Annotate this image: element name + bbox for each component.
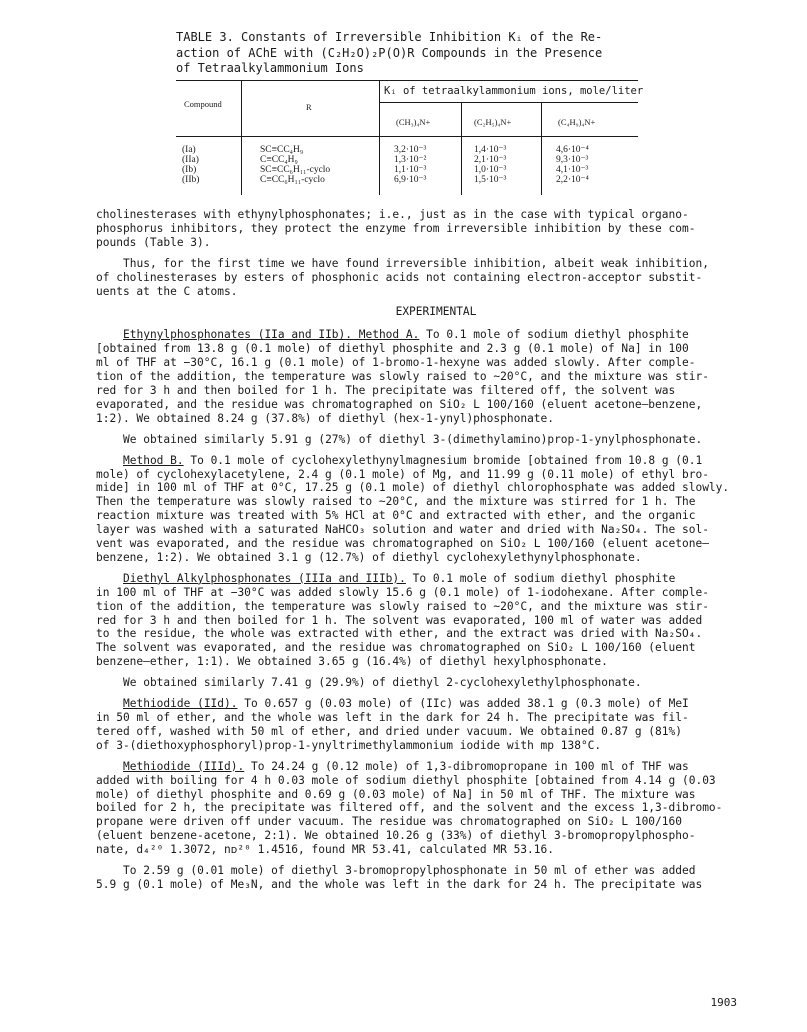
text-line: 5.9 g (0.1 mole) of Me₃N, and the whole was left in the dark for 24 h. The precipitate was <box>96 877 703 891</box>
paragraph-2 <box>96 257 776 299</box>
text-line: added with boiling for 4 h 0.03 mole of sodium diethyl phosphite [obtained from 4.14 g (0.03 <box>96 773 716 787</box>
cell-ki: 1,1·10⁻³ <box>394 165 427 175</box>
text-line: We obtained similarly 5.91 g (27%) of diethyl 3-(dimethylamino)prop-1-ynylphosphonate. <box>123 432 703 446</box>
text-line: Ethynylphosphonates (IIa and IIb). Method A. To 0.1 mole of sodium diethyl phosphite <box>123 328 689 342</box>
text-line: Diethyl Alkylphosphonates (IIIa and IIIb). To 0.1 mole of sodium diethyl phosphite <box>123 571 676 585</box>
text-line: 1:2). We obtained 8.24 g (37.8%) of diethyl (hex-1-ynyl)phosphonate. <box>96 411 555 425</box>
paragraph-1 <box>96 208 776 250</box>
page-number: 1903 <box>710 996 737 1009</box>
inhibition-table <box>176 80 644 195</box>
cell-ki: 2,1·10⁻³ <box>474 155 507 165</box>
text-line: ml of THF at −30°C, 16.1 g (0.1 mole) of 1-bromo-1-hexyne was added slowly. After comple- <box>96 356 696 370</box>
text-line: Then the temperature was slowly raised to ~20°C, and the mixture was stirred for 1 h. The <box>96 495 696 509</box>
text-line: We obtained similarly 7.41 g (29.9%) of diethyl 2-cyclohexylethylphosphonate. <box>123 676 642 690</box>
cell-ki: 4,1·10⁻³ <box>556 165 589 175</box>
text-line: Thus, for the first time we have found irreversible inhibition, albeit weak inhibition, <box>123 256 709 270</box>
cell-compound: (IIb) <box>182 175 200 185</box>
cell-compound: (IIa) <box>182 155 199 165</box>
cell-ki: 6,9·10⁻³ <box>394 175 427 185</box>
text-line: Methiodide (IIId). To 24.24 g (0.12 mole) of 1,3-dibromopropane in 100 ml of THF was <box>123 759 689 773</box>
cell-ki: 2,2·10⁻⁴ <box>556 175 589 185</box>
col-divider <box>379 80 380 195</box>
section-heading: EXPERIMENTAL <box>395 305 477 319</box>
experimental-paragraph <box>96 433 776 447</box>
header-ion-2: (C₂H₅)₄N+ <box>474 117 512 127</box>
header-ion-1: (CH₃)₄N+ <box>396 117 431 127</box>
text-line: propane were driven off under vacuum. The residue was chromatographed on SiO₂ L 100/160 <box>96 815 682 829</box>
cell-ki: 1,4·10⁻³ <box>474 145 507 155</box>
ion1-column <box>394 145 426 185</box>
table-header-rule <box>176 136 638 137</box>
text-line: benzene, 1:2). We obtained 3.1 g (12.7%) of diethyl cyclohexylethynylphosphonate. <box>96 550 642 564</box>
text-line: To 2.59 g (0.01 mole) of diethyl 3-bromopropylphosphonate in 50 ml of ether was added <box>123 864 696 878</box>
cell-compound: (Ia) <box>182 145 196 155</box>
experimental-paragraph <box>96 454 776 565</box>
text-line: mole) of diethyl phosphite and 0.69 g (0.03 mole) of Na] in 50 ml of THF. The mixture was <box>96 787 696 801</box>
cell-r: SC≡CC₆H₁₁-cyclo <box>260 165 331 175</box>
header-ion-3: (C₄H₉)₄N+ <box>558 117 596 127</box>
text-line: pounds (Table 3). <box>96 235 211 249</box>
experimental-paragraph <box>96 676 776 690</box>
ion3-column <box>556 145 589 185</box>
header-compound: Compound <box>184 99 222 109</box>
col-divider <box>241 80 242 195</box>
cell-ki: 4,6·10⁻⁴ <box>556 145 589 155</box>
cell-ki: 1,5·10⁻³ <box>474 175 507 185</box>
text-line: tered off, washed with 50 ml of ether, and dried under vacuum. We obtained 0.87 g (81%) <box>96 724 682 738</box>
text-line: Method B. To 0.1 mole of cyclohexylethynylmagnesium bromide [obtained from 10.8 g (0.1 <box>123 453 703 467</box>
text-line: tion of the addition, the temperature was slowly raised to ~20°C, and the mixture was stir- <box>96 370 709 384</box>
text-line: The solvent was evaporated, and the residue was chromatographed on SiO₂ L 100/160 (eluent <box>96 641 696 655</box>
col-divider <box>541 103 542 195</box>
text-line: mole) of cyclohexylacetylene, 2.4 g (0.1 mole) of Mg, and 11.99 g (0.11 mole) of ethyl bro- <box>96 467 709 481</box>
text-line: phosphorus inhibitors, they protect the enzyme from irreversible inhibition by these com- <box>96 221 696 235</box>
text-line: benzene–ether, 1:1). We obtained 3.65 g (16.4%) of diethyl hexylphosphonate. <box>96 655 608 669</box>
text-line: in 100 ml of THF at −30°C was added slowly 15.6 g (0.1 mole) of 1-iodohexane. After comple- <box>96 585 709 599</box>
header-ki-group: Kᵢ of tetraalkylammonium ions, mole/liter <box>384 85 644 97</box>
text-line: vent was evaporated, and the residue was chromatographed on SiO₂ L 100/160 (eluent acetone– <box>96 537 709 551</box>
caption-line: of Tetraalkylammonium Ions <box>176 61 364 75</box>
experimental-paragraph <box>96 572 776 669</box>
text-line: nate, d₄²⁰ 1.3072, nᴅ²⁰ 1.4516, found MR 53.41, calculated MR 53.16. <box>96 843 554 857</box>
text-line: reaction mixture was treated with 5% HCl at 0°C and extracted with ether, and the organic <box>96 509 696 523</box>
text-line: tion of the addition, the temperature was slowly raised to ~20°C, and the mixture was stir- <box>96 599 709 613</box>
col-divider <box>461 103 462 195</box>
experimental-paragraph <box>96 697 776 753</box>
text-line: in 50 ml of ether, and the whole was left in the dark for 24 h. The precipitate was fil- <box>96 711 689 724</box>
text-line: red for 3 h and then boiled for 1 h. The solvent was evaporated, 100 ml of water was added <box>96 613 703 627</box>
body-text <box>96 208 776 899</box>
cell-ki: 3,2·10⁻³ <box>394 145 427 155</box>
caption-line: TABLE 3. Constants of Irreversible Inhibition Kᵢ of the Re- <box>176 30 603 44</box>
r-column <box>260 145 330 185</box>
text-line: [obtained from 13.8 g (0.1 mole) of diethyl phosphite and 2.3 g (0.1 mole) of Na] in 100 <box>96 342 689 356</box>
text-line: of 3-(diethoxyphosphoryl)prop-1-ynyltrimethylammonium iodide with mp 138°C. <box>96 738 602 752</box>
cell-r: C≡CC₆H₁₁-cyclo <box>260 175 325 185</box>
text-line: evaporated, and the residue was chromatographed on SiO₂ L 100/160 (eluent acetone–benzene, <box>96 397 703 411</box>
subsection-title: Method B. <box>123 453 184 467</box>
text-line: layer was washed with a saturated NaHCO₃ solution and water and dried with Na₂SO₄. The sol- <box>96 523 709 537</box>
subsection-title: Methiodide (IIId). <box>123 759 245 773</box>
text-line: uents at the C atoms. <box>96 284 238 298</box>
text-line: of cholinesterases by esters of phosphonic acids not containing electron-acceptor substit- <box>96 270 703 284</box>
table-top-rule <box>176 80 638 81</box>
text-line: boiled for 2 h, the precipitate was filtered off, and the solvent and the excess 1,3-dibromo- <box>96 801 723 815</box>
text-line: red for 3 h and then boiled for 1 h. The precipitate was filtered off, the solvent was <box>96 383 676 397</box>
cell-ki: 1,0·10⁻³ <box>474 165 507 175</box>
experimental-paragraph <box>96 328 776 425</box>
text-line: Methiodide (IId). To 0.657 g (0.03 mole) of (IIc) was added 38.1 g (0.3 mole) of MeI <box>123 697 689 711</box>
compound-column <box>182 145 199 185</box>
subsection-title: Methiodide (IId). <box>123 697 238 711</box>
group-rule <box>379 102 638 103</box>
text-line: to the residue, the whole was extracted with ether, and the extract was dried with Na₂SO₄. <box>96 627 703 641</box>
cell-ki: 1,3·10⁻² <box>394 155 427 165</box>
header-r: R <box>306 102 312 112</box>
ion2-column <box>474 145 506 185</box>
text-line: (eluent benzene-acetone, 2:1). We obtained 10.26 g (33%) of diethyl 3-bromopropylphospho- <box>96 829 696 843</box>
cell-compound: (Ib) <box>182 165 197 175</box>
cell-r: C≡CC₄H₉ <box>260 155 298 165</box>
caption-line: action of AChE with (C₂H₂O)₂P(O)R Compounds in the Presence <box>176 45 603 60</box>
text-line: cholinesterases with ethynylphosphonates; i.e., just as in the case with typical organo- <box>96 208 689 221</box>
cell-r: SC≡CC₄H₉ <box>260 145 304 155</box>
subsection-title: Ethynylphosphonates (IIa and IIb). Method A. <box>123 328 420 342</box>
text-line: mide] in 100 ml of THF at 0°C, 17.25 g (0.1 mole) of diethyl chlorophosphate was added slowly. <box>96 481 730 495</box>
cell-ki: 9,3·10⁻³ <box>556 155 589 165</box>
subsection-title: Diethyl Alkylphosphonates (IIIa and IIIb). <box>123 571 406 585</box>
experimental-paragraph <box>96 864 776 892</box>
table-caption <box>176 30 646 77</box>
experimental-paragraph <box>96 760 776 857</box>
